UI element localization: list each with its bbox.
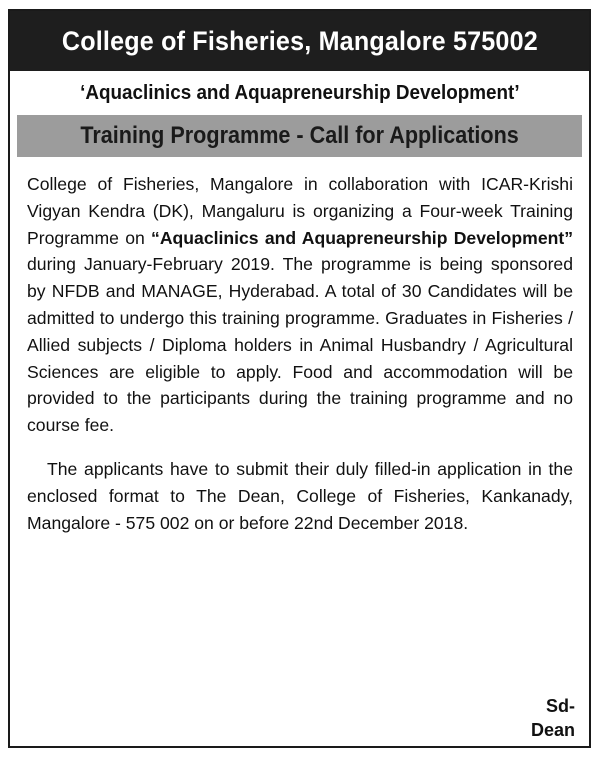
signature-sd: Sd- [546,696,575,716]
header-title: College of Fisheries, Mangalore 575002 [61,25,538,56]
notice-header [10,11,589,71]
programme-title: “Aquaclinics and Aquapreneurship Development” [151,227,574,248]
paragraph-1-intro: College of Fisheries, Mangalore in collaboration with ICAR-Krishi Vigyan Kendra (DK), Mangaluru is organizing a Four-week Training Programme on [27,174,573,248]
notice-subtitle [10,71,589,115]
paragraph-2: The applicants have to submit their duly filled-in application in the enclosed format to The Dean, College of Fisheries, Kankanady, Mangalore - 575 002 on or before 22nd December 2018. [27,458,573,533]
notice-banner [17,115,582,157]
signature-block [531,694,575,742]
notice-frame [8,9,591,748]
subtitle-text: ‘Aquaclinics and Aquapreneurship Development’ [79,81,520,104]
signature-dean: Dean [530,720,575,740]
notice-body [10,157,589,536]
paragraph-1 [27,171,573,439]
paragraph-1-details: during January-February 2019. The programme is being sponsored by NFDB and MANAGE, Hyderabad. A total of 30 Candidates will be admitted to undergo this training programme. Graduates in Fisheries / Allied subjects / Diploma holders in Animal Husbandry / Agricultural Sciences are eligible to apply. Food and accommodation will be provided to the participants during the training programme and no course fee. [27,254,573,436]
banner-text: Training Programme - Call for Applications [80,122,519,149]
